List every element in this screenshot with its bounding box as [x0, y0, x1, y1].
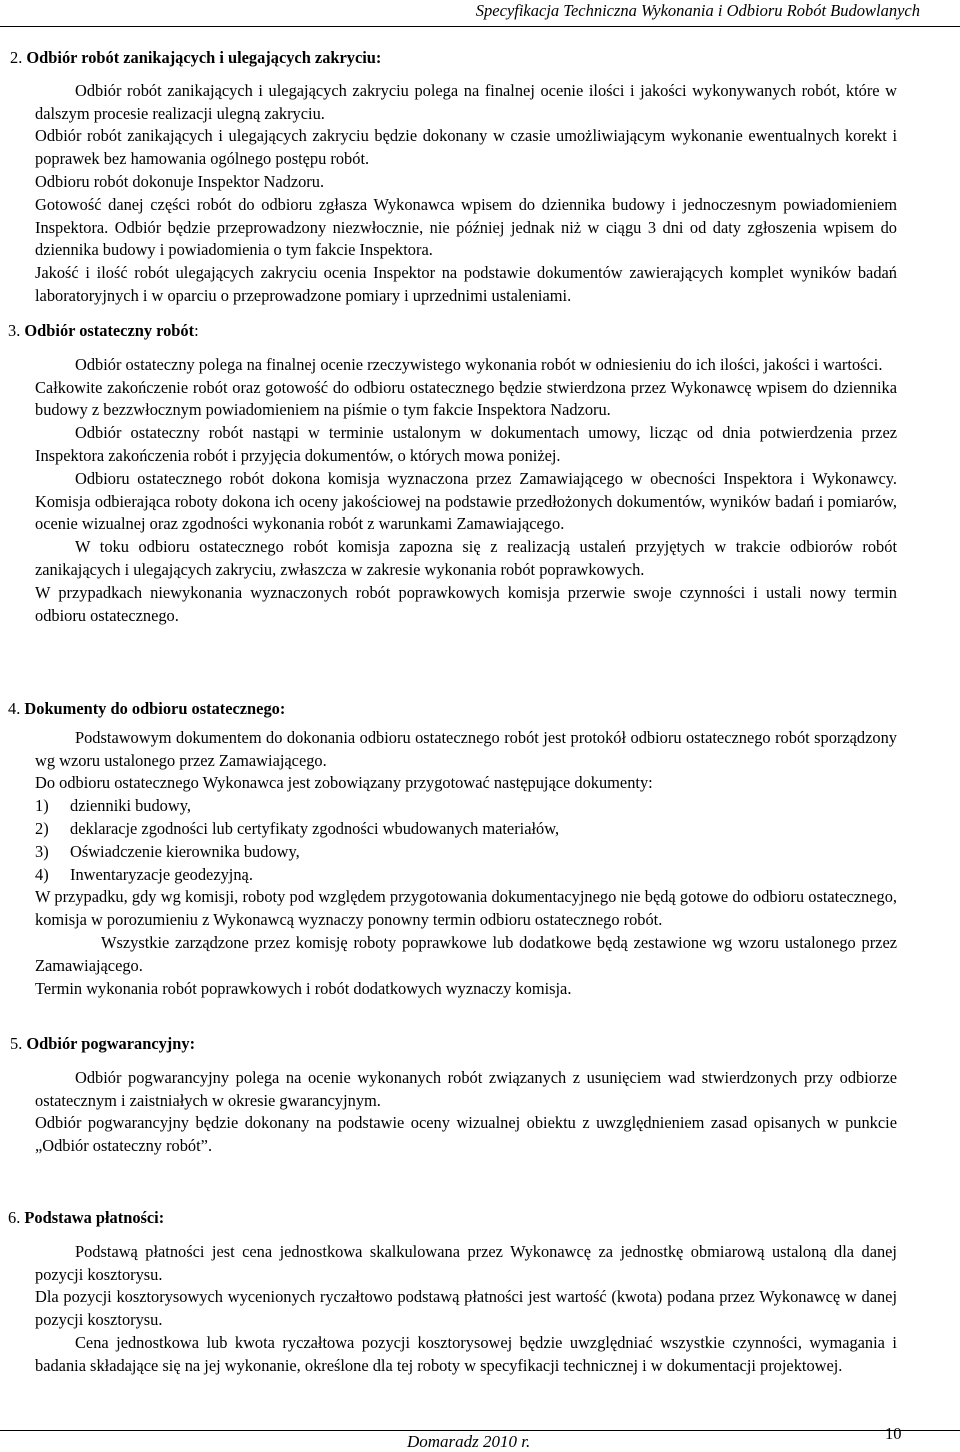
list-item-number: 2): [35, 818, 49, 838]
section-2-paragraph-2: Odbiór robót zanikających i ulegających zakryciu będzie dokonany w czasie umożliwiającym wykonanie ewentualnych korekt i poprawek bez hamowania ogólnego postępu robót.: [35, 126, 897, 169]
section-4: [8, 698, 897, 1000]
section-5-title: Odbiór pogwarancyjny:: [26, 1034, 196, 1053]
list-item-text: deklaracje zgodności lub certyfikaty zgodności wbudowanych materiałów,: [70, 818, 560, 838]
list-item-number: 1): [35, 796, 49, 816]
section-2-heading: [10, 47, 897, 70]
section-4-paragraph-5: Termin wykonania robót poprawkowych i robót dodatkowych wyznaczy komisja.: [35, 978, 572, 998]
section-3-paragraph-6: W przypadkach niewykonania wyznaczonych robót poprawkowych komisja przerwie swoje czynności i ustali nowy termin odbioru ostatecznego.: [35, 582, 897, 625]
section-6-heading: [8, 1207, 897, 1230]
section-3-paragraph-5: W toku odbioru ostatecznego robót komisja zapozna się z realizacją ustaleń przyjętych w trakcie odbiorów robót zanikających i ulegających zakryciu, zwłaszcza w zakresie wykonania robót poprawkowych.: [35, 537, 897, 579]
list-item: [35, 864, 897, 887]
section-6-paragraph-3: Cena jednostkowa lub kwota ryczałtowa pozycji kosztorysowej będzie uwzględniać wszystkie czynności, wymagania i badania składające się na jej wykonanie, określone dla tej roboty w specyfikacji technicznej i w dokumentacji projektowej.: [35, 1332, 897, 1375]
list-item-number: 3): [35, 841, 49, 861]
section-2-paragraph-4: Gotowość danej części robót do odbioru zgłasza Wykonawca wpisem do dziennika budowy i jednoczesnym powiadomieniem Inspektora. Odbiór będzie przeprowadzony niezwłocznie, nie później jednak niż w ciągu 3 dni od daty zgłoszenia wpisem do dziennika budowy i powiadomienia o tym fakcie Inspektora.: [35, 194, 897, 260]
section-2-paragraph-3: Odbioru robót dokonuje Inspektor Nadzoru.: [35, 171, 325, 191]
list-item-text: dzienniki budowy,: [70, 796, 191, 816]
section-5-paragraph-1: Odbiór pogwarancyjny polega na ocenie wykonanych robót związanych z usunięciem wad stwierdzonych przy odbiorze ostatecznym i zaistniałych w okresie gwarancyjnym.: [35, 1067, 897, 1110]
footer-author: Domaradz 2010 r.: [407, 1432, 531, 1451]
section-6-paragraph-2: Dla pozycji kosztorysowych wycenionych ryczałtowo podstawą płatności jest wartość (kwota) podana przez Wykonawcę w danej pozycji kosztorysu.: [35, 1287, 897, 1330]
list-item: [35, 795, 897, 818]
list-item-text: Oświadczenie kierownika budowy,: [70, 841, 300, 861]
footer-rule: [0, 1430, 960, 1431]
section-6: [8, 1207, 897, 1378]
section-3-paragraph-4: Odbioru ostatecznego robót dokona komisja wyznaczona przez Zamawiającego w obecności Inspektora i Wykonawcy. Komisja odbierająca roboty dokona ich oceny jakościowej na podstawie przedłożonych dokumentów, wyników badań i pomiarów, ocenie wizualnej oraz zgodności wykonania robót z warunkami Zamawiającego.: [35, 468, 897, 534]
section-6-title: Podstawa płatności:: [24, 1208, 165, 1227]
section-6-number: 6.: [8, 1208, 21, 1227]
section-3: [8, 320, 897, 627]
section-3-paragraph-2: Całkowite zakończenie robót oraz gotowość do odbioru ostatecznego będzie stwierdzona przez Wykonawcę wpisem do dziennika budowy z bezzwłocznym powiadomieniem na piśmie o tym fakcie Inspektora Nadzoru.: [35, 377, 897, 420]
section-4-title: Dokumenty do odbioru ostatecznego:: [24, 699, 286, 718]
list-item-number: 4): [35, 864, 49, 884]
section-4-paragraph-3: W przypadku, gdy wg komisji, roboty pod względem przygotowania dokumentacyjnego nie będą gotowe do odbioru ostatecznego, komisja w porozumieniu z Wykonawcą wyznaczy ponowny termin odbioru ostatecznego robót.: [35, 887, 897, 930]
section-3-heading: [8, 320, 897, 343]
section-5: [10, 1033, 897, 1158]
section-6-paragraph-1: Podstawą płatności jest cena jednostkowa skalkulowana przez Wykonawcę za jednostkę obmiarową ustaloną dla danej pozycji kosztorysu.: [35, 1241, 897, 1284]
section-4-paragraph-1: Podstawowym dokumentem do dokonania odbioru ostatecznego robót jest protokół odbioru ostatecznego robót sporządzony wg wzoru ustalonego przez Zamawiającego.: [35, 727, 897, 770]
section-3-title: Odbiór ostateczny robót: [24, 321, 195, 340]
page-number: 10: [885, 1424, 902, 1443]
list-item: [35, 818, 897, 841]
section-5-heading: [10, 1033, 897, 1056]
list-item: [35, 841, 897, 864]
section-2: [10, 47, 897, 308]
section-2-paragraph-5: Jakość i ilość robót ulegających zakryciu ocenia Inspektor na podstawie dokumentów zawierających komplet wyników badań laboratoryjnych i w oparciu o przeprowadzone pomiary i uprzednimi ustaleniami.: [35, 263, 897, 305]
section-4-heading: [8, 698, 897, 721]
section-4-number: 4.: [8, 699, 21, 718]
section-3-paragraph-3: Odbiór ostateczny robót nastąpi w terminie ustalonym w dokumentach umowy, licząc od dnia potwierdzenia przez Inspektora zakończenia robót i przyjęcia dokumentów, o których mowa poniżej.: [35, 423, 897, 465]
header-rule: [0, 26, 960, 27]
list-item-text: Inwentaryzacje geodezyjną.: [70, 864, 253, 884]
section-2-paragraph-1: Odbiór robót zanikających i ulegających zakryciu polega na finalnej ocenie ilości i jakości wykonywanych robót, które w dalszym procesie realizacji ulegną zakryciu.: [35, 80, 897, 123]
document-header: Specyfikacja Techniczna Wykonania i Odbioru Robót Budowlanych: [475, 1, 920, 20]
section-4-paragraph-2: Do odbioru ostatecznego Wykonawca jest zobowiązany przygotować następujące dokumenty:: [35, 773, 653, 793]
section-3-paragraph-1: Odbiór ostateczny polega na finalnej ocenie rzeczywistego wykonania robót w odniesieniu do ich ilości, jakości i wartości.: [75, 354, 883, 374]
section-4-paragraph-4: Wszystkie zarządzone przez komisję roboty poprawkowe lub dodatkowe będą zestawione wg wzoru ustalonego przez Zamawiającego.: [35, 932, 897, 975]
section-2-number: 2.: [10, 48, 23, 67]
section-2-title: Odbiór robót zanikających i ulegających zakryciu:: [26, 48, 382, 67]
section-3-title-suffix: :: [194, 321, 199, 340]
section-5-paragraph-2: Odbiór pogwarancyjny będzie dokonany na podstawie oceny wizualnej obiektu z uwzględnieniem zasad opisanych w punkcie „Odbiór ostateczny robót”.: [35, 1113, 897, 1156]
section-5-number: 5.: [10, 1034, 23, 1053]
section-3-number: 3.: [8, 321, 21, 340]
